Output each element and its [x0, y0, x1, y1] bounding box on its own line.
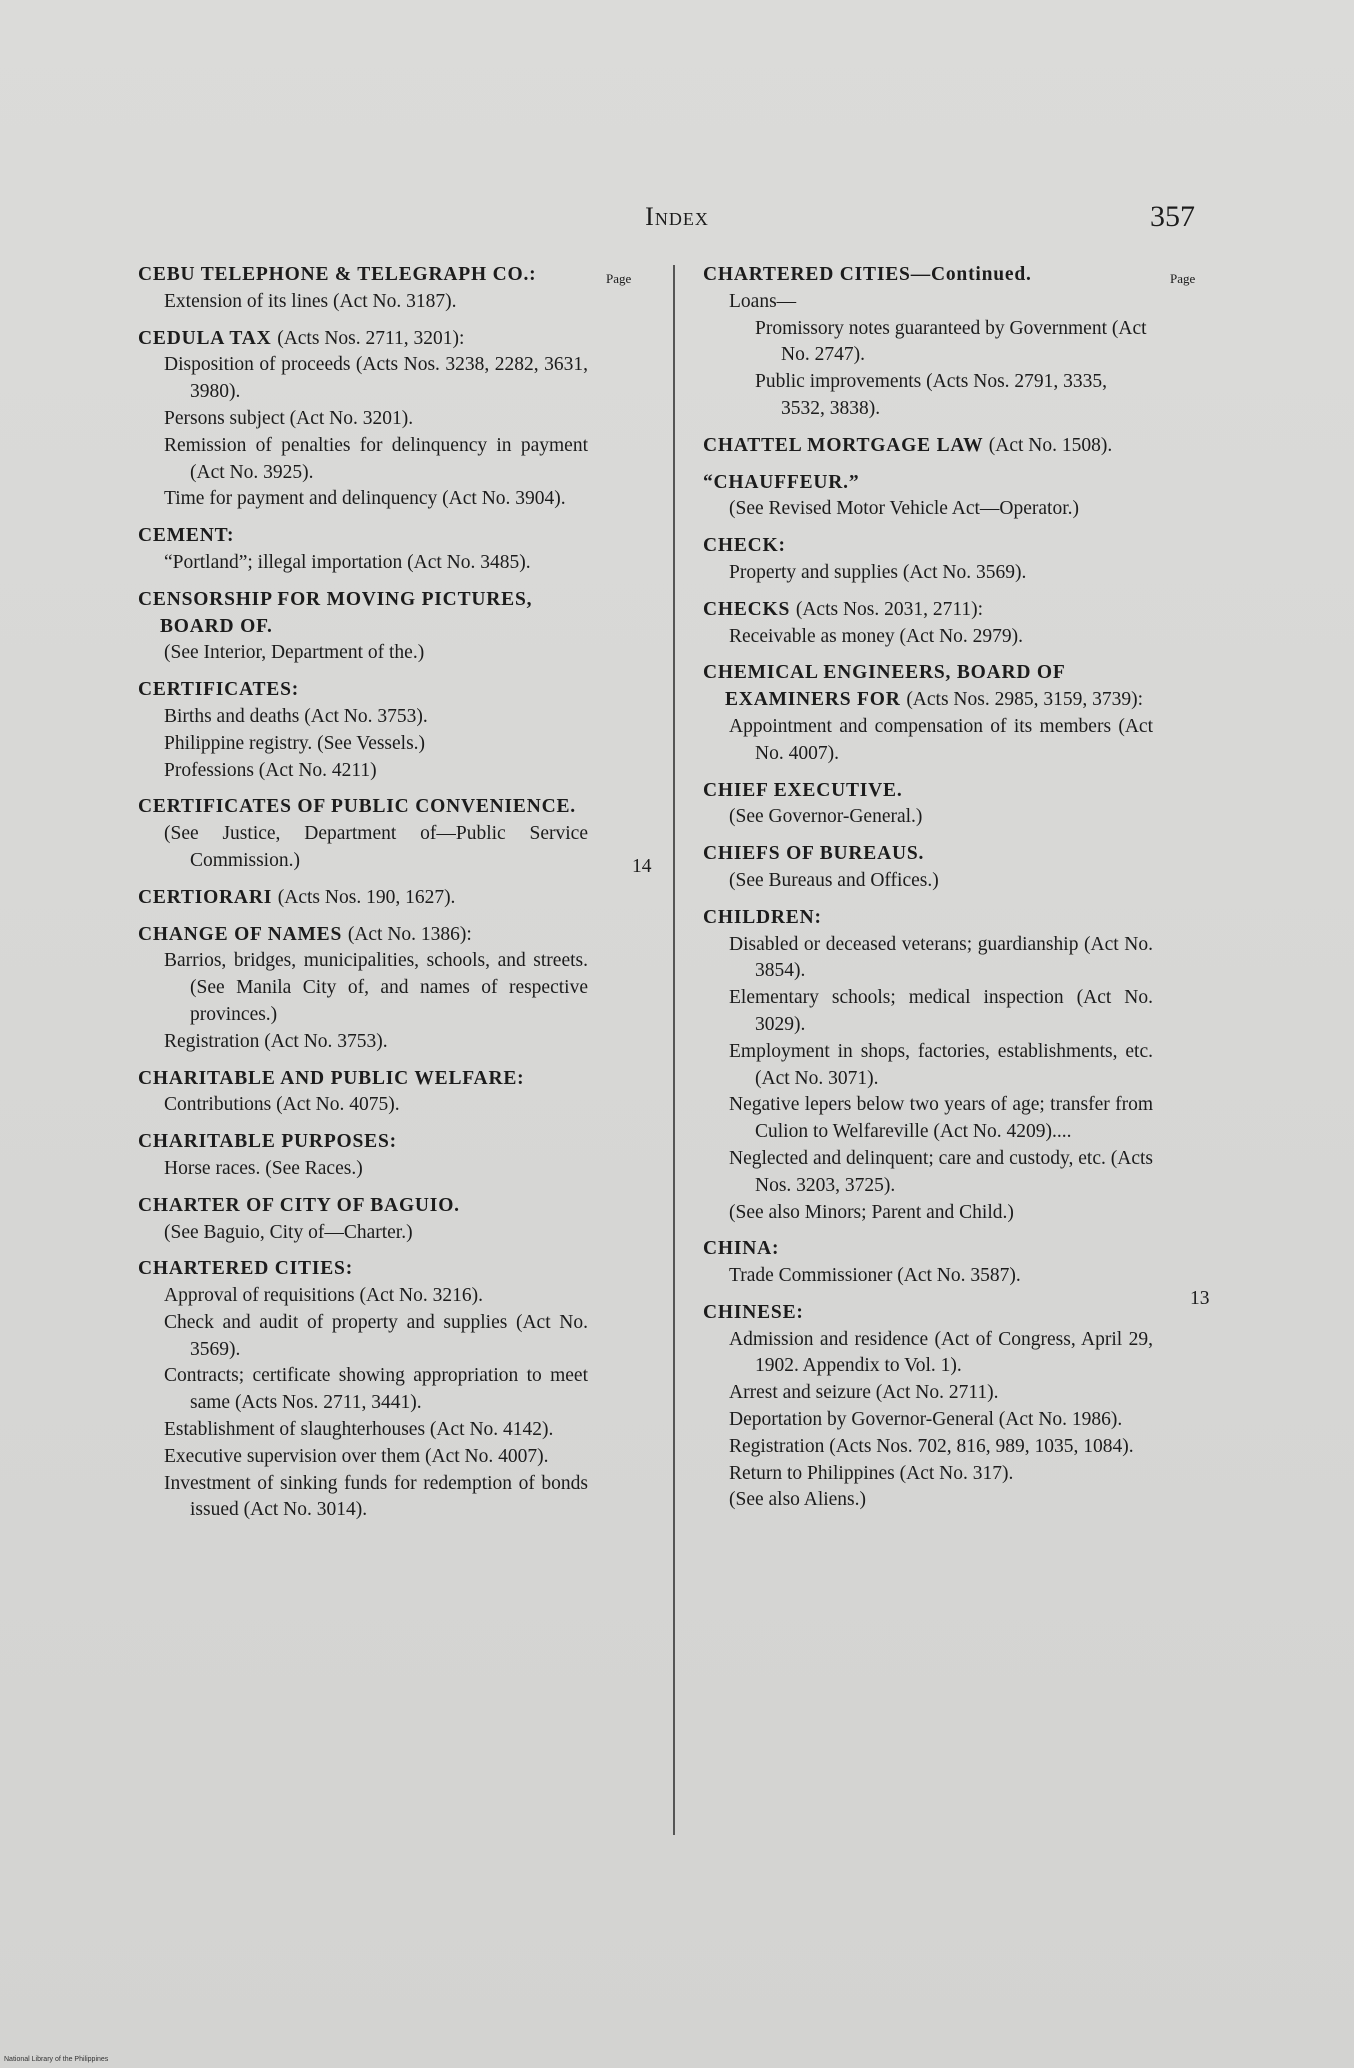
- entry-heading: [703, 470, 1153, 497]
- entry-heading-text: CHARITABLE AND PUBLIC WELFARE:: [138, 1067, 525, 1089]
- entry-subitem: Executive supervision over them (Act No. 4007).: [164, 1445, 549, 1467]
- left-column: [138, 262, 588, 1534]
- index-entry: [703, 597, 1153, 651]
- index-entry: [138, 523, 588, 577]
- entry-heading-text: CHARTERED CITIES—Continued.: [703, 264, 1032, 285]
- entry-subitem: (See also Aliens.): [729, 1489, 867, 1511]
- index-entry: [138, 587, 588, 667]
- entry-heading: [138, 1193, 588, 1220]
- entry-heading-text: CENSORSHIP FOR MOVING PICTURES, BOARD OF.: [138, 588, 533, 637]
- entry-subitem: Contributions (Act No. 4075).: [164, 1094, 400, 1116]
- entry-heading-ref: (Acts Nos. 190, 1627).: [277, 886, 456, 908]
- entry-heading: [138, 1256, 588, 1283]
- entry-subitem: Property and supplies (Act No. 3569).: [729, 561, 1027, 583]
- index-entry: [138, 262, 588, 316]
- index-entry: [703, 778, 1153, 832]
- entry-subitem: (See Bureaus and Offices.): [729, 869, 939, 891]
- entry-subitem: Disposition of proceeds (Acts Nos. 3238, 2282, 3631, 3980).: [164, 354, 588, 403]
- entry-subsubitem: Public improvements (Acts Nos. 2791, 3335, 3532, 3838).: [755, 371, 1108, 419]
- entry-heading-text: CERTIFICATES:: [138, 679, 300, 701]
- index-entry: [703, 1236, 1153, 1290]
- entry-subitem: Remission of penalties for delinquency in payment (Act No. 3925).: [164, 434, 588, 483]
- column-divider: [673, 265, 675, 1835]
- entry-subitem: Philippine registry. (See Vessels.): [164, 732, 426, 754]
- index-entry: [703, 905, 1153, 1227]
- entry-heading-text: CHIEF EXECUTIVE.: [703, 779, 903, 801]
- entry-heading: [138, 677, 588, 704]
- right-page-column-label: Page: [1170, 271, 1196, 286]
- index-entry: [138, 885, 588, 912]
- entry-heading: [138, 922, 588, 949]
- entry-subitem: Employment in shops, factories, establishments, etc. (Act No. 3071).: [729, 1040, 1153, 1089]
- footer-credit: National Library of the Philippines: [4, 2056, 109, 2063]
- entry-heading-text: CEMENT:: [138, 525, 235, 547]
- entry-heading-text: CEDULA TAX: [138, 327, 272, 349]
- entry-heading: [138, 885, 588, 912]
- entry-heading: [703, 1300, 1153, 1327]
- index-entry: [703, 262, 1153, 423]
- entry-heading: [703, 841, 1153, 868]
- entry-heading-ref: (Acts Nos. 2031, 2711):: [795, 598, 984, 620]
- entry-heading: [138, 587, 588, 641]
- page-number: 357: [1150, 200, 1195, 233]
- entry-subitem: (See Revised Motor Vehicle Act—Operator.): [729, 498, 1080, 520]
- entry-heading: [703, 533, 1153, 560]
- index-entry: [703, 533, 1153, 587]
- entry-subitem: Trade Commissioner (Act No. 3587).: [729, 1265, 1021, 1287]
- entry-heading: [703, 660, 1153, 714]
- entry-subitem: Establishment of slaughterhouses (Act No. 4142).: [164, 1419, 554, 1441]
- entry-heading: [703, 778, 1153, 805]
- index-entry: [703, 1300, 1153, 1514]
- index-entry: [703, 470, 1153, 524]
- entry-subitem: Admission and residence (Act of Congress, April 29, 1902. Appendix to Vol. 1).: [729, 1328, 1153, 1377]
- entry-subitem: (See Governor-General.): [729, 806, 923, 828]
- entry-subitem: Approval of requisitions (Act No. 3216).: [164, 1285, 483, 1307]
- entry-subitem: Appointment and compensation of its members (Act No. 4007).: [729, 715, 1153, 764]
- entry-heading: [703, 433, 1153, 460]
- index-entry: [138, 922, 588, 1056]
- entry-heading: [703, 905, 1153, 932]
- entry-heading-text: CHIEFS OF BUREAUS.: [703, 843, 925, 865]
- entry-subitem: Persons subject (Act No. 3201).: [164, 407, 414, 429]
- index-entry: [703, 433, 1153, 460]
- entry-subitem: (See Baguio, City of—Charter.): [164, 1221, 413, 1243]
- index-entry: [138, 1129, 588, 1183]
- entry-subitem: Horse races. (See Races.): [164, 1157, 363, 1179]
- entry-heading: [703, 597, 1153, 624]
- entry-heading-ref: (Act No. 1386):: [347, 923, 472, 945]
- entry-heading: [138, 1129, 588, 1156]
- entry-subitem: Disabled or deceased veterans; guardianship (Act No. 3854).: [729, 933, 1153, 982]
- entry-subitem: Deportation by Governor-General (Act No. 1986).: [729, 1409, 1123, 1431]
- index-entry: [703, 660, 1153, 767]
- entry-subitem: “Portland”; illegal importation (Act No. 3485).: [164, 551, 531, 573]
- entry-heading: [138, 262, 588, 289]
- entry-heading-ref: (Act No. 1508).: [988, 434, 1113, 456]
- entry-heading-text: “CHAUFFEUR.”: [703, 471, 860, 493]
- index-entry: [138, 1066, 588, 1120]
- left-page-reference: 14: [632, 856, 652, 877]
- entry-subsubitem: Promissory notes guaranteed by Government (Act No. 2747).: [755, 317, 1147, 366]
- entry-heading-ref: (Acts Nos. 2985, 3159, 3739):: [906, 689, 1144, 711]
- entry-subitem: Investment of sinking funds for redemption of bonds issued (Act No. 3014).: [164, 1472, 588, 1521]
- page-title: Index: [645, 202, 709, 231]
- entry-heading-text: CHATTEL MORTGAGE LAW: [703, 434, 984, 456]
- entry-subitem: (See Justice, Department of—Public Service Commission.): [164, 823, 588, 871]
- entry-subitem: Births and deaths (Act No. 3753).: [164, 705, 428, 727]
- entry-heading-text: CEBU TELEPHONE & TELEGRAPH CO.:: [138, 264, 537, 285]
- entry-subitem: Negative lepers below two years of age; transfer from Culion to Welfareville (Act No. 4209)....: [729, 1094, 1153, 1143]
- index-entry: [138, 794, 588, 874]
- index-entry: [138, 677, 588, 784]
- entry-heading-text: CHARTERED CITIES:: [138, 1258, 353, 1280]
- entry-subitem: Registration (Act No. 3753).: [164, 1030, 388, 1052]
- entry-heading: [138, 523, 588, 550]
- index-entry: [138, 1193, 588, 1247]
- entry-heading-text: CERTIFICATES OF PUBLIC CONVENIENCE.: [138, 796, 576, 818]
- entry-heading-text: CHEMICAL ENGINEERS, BOARD OF EXAMINERS FOR: [703, 662, 1065, 711]
- right-column: [703, 262, 1153, 1524]
- entry-heading-ref: (Acts Nos. 2711, 3201):: [277, 327, 465, 349]
- entry-heading-text: CERTIORARI: [138, 886, 273, 908]
- entry-heading: [138, 326, 588, 353]
- index-entry: [703, 841, 1153, 895]
- entry-heading-text: CHINESE:: [703, 1301, 804, 1323]
- entry-subitem: Professions (Act No. 4211): [164, 759, 377, 781]
- right-page-reference: 13: [1190, 1288, 1210, 1309]
- entry-subitem: Loans—: [729, 290, 797, 312]
- entry-heading-text: CHINA:: [703, 1238, 780, 1260]
- entry-heading: [703, 1236, 1153, 1263]
- entry-subitem: Extension of its lines (Act No. 3187).: [164, 290, 457, 312]
- entry-heading: [138, 794, 588, 821]
- entry-heading-text: CHARTER OF CITY OF BAGUIO.: [138, 1194, 460, 1216]
- entry-subitem: Registration (Acts Nos. 702, 816, 989, 1035, 1084).: [729, 1435, 1134, 1457]
- entry-heading: [138, 1066, 588, 1093]
- entry-heading-text: CHANGE OF NAMES: [138, 923, 343, 945]
- entry-subitem: Receivable as money (Act No. 2979).: [729, 625, 1024, 647]
- entry-subitem: Elementary schools; medical inspection (Act No. 3029).: [729, 987, 1153, 1035]
- entry-subitem: Arrest and seizure (Act No. 2711).: [729, 1382, 999, 1404]
- entry-heading-text: CHECKS: [703, 598, 791, 620]
- entry-subitem: Time for payment and delinquency (Act No. 3904).: [164, 488, 566, 510]
- left-page-column-label: Page: [606, 271, 632, 286]
- entry-subitem: (See also Minors; Parent and Child.): [729, 1201, 1014, 1223]
- entry-subitem: Return to Philippines (Act No. 317).: [729, 1462, 1014, 1484]
- entry-heading: [703, 262, 1153, 289]
- index-entry: [138, 326, 588, 514]
- entry-heading-text: CHARITABLE PURPOSES:: [138, 1131, 397, 1153]
- entry-heading-text: CHILDREN:: [703, 906, 822, 928]
- entry-subitem: Check and audit of property and supplies (Act No. 3569).: [164, 1311, 588, 1360]
- entry-subitem: (See Interior, Department of the.): [164, 642, 425, 664]
- entry-heading-text: CHECK:: [703, 535, 786, 557]
- entry-subitem: Barrios, bridges, municipalities, schools, and streets. (See Manila City of, and names of respective provinces.): [164, 950, 588, 1025]
- entry-subitem: Contracts; certificate showing appropriation to meet same (Acts Nos. 2711, 3441).: [164, 1365, 588, 1414]
- entry-subitem: Neglected and delinquent; care and custody, etc. (Acts Nos. 3203, 3725).: [729, 1147, 1153, 1196]
- index-entry: [138, 1256, 588, 1524]
